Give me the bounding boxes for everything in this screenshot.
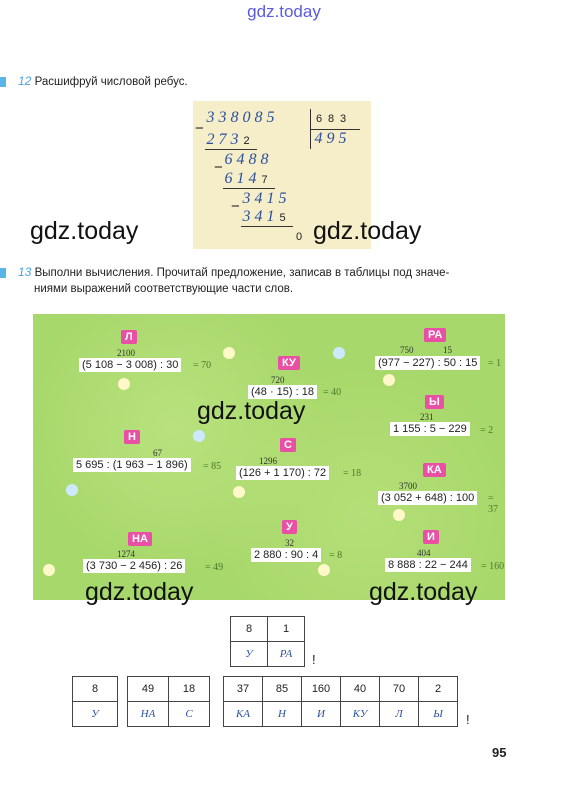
answer: = 49	[205, 562, 224, 573]
syllable-tag: Ы	[425, 395, 444, 409]
page-number: 95	[492, 745, 507, 760]
final-remainder: 0	[296, 231, 303, 243]
value-cell: 37	[224, 677, 263, 702]
top-watermark: gdz.today	[247, 2, 321, 21]
value-cell: 18	[169, 677, 210, 702]
task-13-text-line2: ниями выражений соответствующие части слов.	[34, 283, 294, 295]
syllable-tag: С	[280, 438, 296, 452]
minus-sign: −	[214, 159, 223, 176]
task-13-number: 13	[18, 265, 32, 279]
watermark: gdz.today	[30, 217, 139, 245]
syllable-cell: КУ	[341, 702, 380, 727]
syllable-tag: Н	[124, 430, 140, 444]
expression: (3 052 + 648) : 100	[378, 491, 477, 505]
watermark: gdz.today	[85, 578, 194, 606]
syllable-tag: КУ	[278, 356, 300, 370]
rule	[205, 149, 257, 150]
syllable-cell: И	[302, 702, 341, 727]
expression: 5 695 : (1 963 − 1 896)	[73, 458, 191, 472]
rule	[223, 188, 275, 189]
answer: = 85	[203, 461, 222, 472]
expression: (5 108 − 3 008) : 30	[79, 358, 181, 372]
flower-icon	[118, 378, 130, 390]
answer-table	[72, 676, 118, 727]
answer: = 40	[323, 387, 342, 398]
watermark: gdz.today	[197, 397, 306, 425]
hint-value: 2100	[117, 348, 135, 358]
syllable-cell: КА	[224, 702, 263, 727]
task-13-text-line1: Выполни вычисления. Прочитай предложение, записав в таблицы под значе-	[34, 267, 450, 279]
flower-icon	[393, 509, 405, 521]
hint-value: 67	[153, 448, 162, 458]
expression: 1 155 : 5 − 229	[390, 422, 470, 436]
syllable-tag: НА	[128, 532, 152, 546]
hint-value: 1274	[117, 549, 135, 559]
task-12-text: Расшифруй числовой ребус.	[34, 76, 188, 88]
task-13-header	[18, 264, 518, 297]
syllable-cell: У	[73, 702, 118, 727]
syllable-cell: НА	[128, 702, 169, 727]
hint-value: 231	[420, 412, 434, 422]
syllable-cell: С	[169, 702, 210, 727]
value-cell: 2	[419, 677, 458, 702]
value-cell: 40	[341, 677, 380, 702]
task-12-number: 12	[18, 74, 32, 88]
meadow-illustration	[33, 314, 505, 600]
hint-value: 1296	[259, 456, 277, 466]
task-marker	[0, 77, 6, 87]
answer-table	[127, 676, 210, 727]
value-cell: 85	[263, 677, 302, 702]
expression: (977 − 227) : 50 : 15	[375, 356, 480, 370]
task-12-header	[18, 73, 188, 90]
rule	[241, 226, 293, 227]
answer-table	[223, 676, 458, 727]
syllable-tag: КА	[423, 463, 446, 477]
hint-value: 3700	[399, 481, 417, 491]
flower-icon	[43, 564, 55, 576]
step3-remainder: 3 4 1 5	[242, 190, 288, 207]
syllable-cell: Л	[380, 702, 419, 727]
watermark: gdz.today	[369, 578, 478, 606]
syllable-cell: Н	[263, 702, 302, 727]
value-cell: 160	[302, 677, 341, 702]
syllable-cell: Ы	[419, 702, 458, 727]
step3-subtrahend: 3 4 1 5	[242, 208, 287, 225]
step2-remainder: 6 4 8 8	[224, 151, 270, 168]
answer: = 1	[488, 358, 502, 369]
hint-value: 750	[400, 345, 414, 355]
hint-value: 404	[417, 548, 431, 558]
watermark: gdz.today	[313, 217, 422, 245]
value-cell: 1	[268, 617, 305, 642]
hint-value: 720	[271, 375, 285, 385]
exclamation: !	[466, 712, 470, 727]
flower-icon	[333, 347, 345, 359]
value-cell: 49	[128, 677, 169, 702]
flower-icon	[193, 430, 205, 442]
flower-icon	[66, 484, 78, 496]
hint-value: 32	[285, 538, 294, 548]
answer: = 2	[480, 425, 494, 436]
step2-subtrahend: 6 1 4 7	[224, 170, 269, 187]
flower-icon	[223, 347, 235, 359]
expression: (126 + 1 170) : 72	[236, 466, 329, 480]
answer: = 70	[193, 360, 212, 371]
expression: (48 · 15) : 18	[248, 385, 317, 399]
exclamation: !	[312, 652, 316, 667]
value-cell: 8	[73, 677, 118, 702]
hint-value: 15	[443, 345, 452, 355]
value-cell: 70	[380, 677, 419, 702]
syllable-tag: Л	[121, 330, 137, 344]
minus-sign: −	[231, 198, 240, 215]
syllable-tag: У	[282, 520, 297, 534]
answer: = 37	[488, 493, 498, 515]
answer: = 8	[329, 550, 343, 561]
answer: = 160	[481, 561, 505, 572]
expression: (3 730 − 2 456) : 26	[83, 559, 185, 573]
flower-icon	[233, 486, 245, 498]
flower-icon	[318, 564, 330, 576]
divisor: 6 8 3	[315, 113, 347, 125]
expression: 8 888 : 22 − 244	[385, 558, 471, 572]
quotient: 4 9 5	[314, 130, 348, 147]
syllable-tag: И	[423, 530, 439, 544]
syllable-tag: РА	[424, 328, 446, 342]
flower-icon	[383, 374, 395, 386]
step1-subtrahend: 2 7 3 2	[206, 131, 251, 148]
dividend: 3 3 8 0 8 5	[206, 109, 276, 126]
expression: 2 880 : 90 : 4	[251, 548, 321, 562]
answer-table	[230, 616, 305, 667]
syllable-cell: У	[231, 642, 268, 667]
value-cell: 8	[231, 617, 268, 642]
task-marker	[0, 268, 6, 278]
syllable-cell: РА	[268, 642, 305, 667]
minus-sign: −	[195, 120, 204, 137]
answer: = 18	[343, 468, 362, 479]
